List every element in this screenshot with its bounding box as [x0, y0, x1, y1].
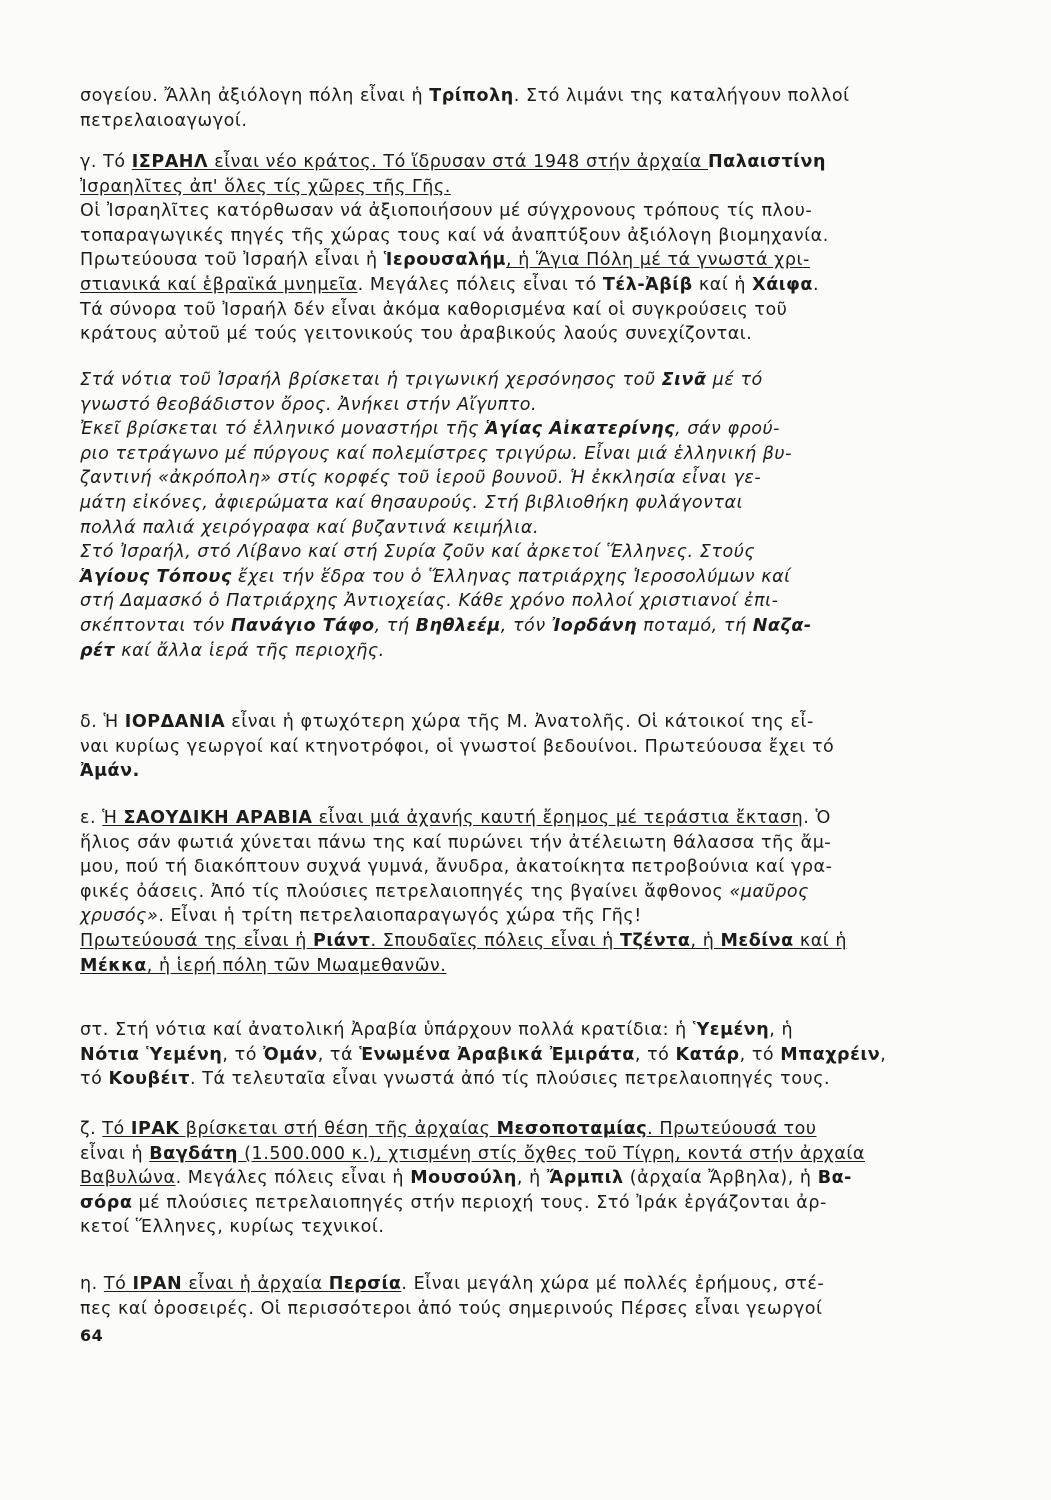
text-line: δ. Ἡ ΙΟΡΔΑΝΙΑ εἶναι ἡ φτωχότερη χώρα τῆς Μ. Ἀνατολῆς. Οἱ κάτοικοί της εἶ-: [80, 712, 814, 732]
text-line: πετρελαιοαγωγοί.: [80, 110, 248, 131]
text-line: χρυσός». Εἶναι ἡ τρίτη πετρελαιοπαραγωγός χώρα τῆς Γῆς!: [80, 906, 642, 927]
section-sinai: [80, 368, 925, 663]
text-line: Βαβυλώνα. Μεγάλες πόλεις εἶναι ἡ Μουσούλη, ἡ Ἄρμπιλ (ἀρχαία Ἄρβηλα), ἡ Βα-: [80, 1168, 852, 1189]
text-line: ζ. Τό ΙΡΑΚ βρίσκεται στή θέση τῆς ἀρχαίας Μεσοποταμίας. Πρωτεύουσά του: [80, 1119, 817, 1139]
text-line: Πρωτεύουσα τοῦ Ἰσραήλ εἶναι ἡ Ἱερουσαλήμ, ἡ Ἅγια Πόλη μέ τά γνωστά χρι-: [80, 250, 810, 271]
text-line: ναι κυρίως γεωργοί καί κτηνοτρόφοι, οἱ γνωστοί βεδουίνοι. Πρωτεύουσα ἔχει τό: [80, 736, 835, 757]
text-line: Τά σύνορα τοῦ Ἰσραήλ δέν εἶναι ἀκόμα καθορισμένα καί οἱ συγκρούσεις τοῦ: [80, 299, 788, 320]
paragraph-continuation: [80, 84, 925, 133]
text-line: ἥλιος σάν φωτιά χύνεται πάνω της καί πυρώνει τήν ἀτέλειωτη θάλασσα τῆς ἄμ-: [80, 832, 832, 853]
text-line: πολλά παλιά χειρόγραφα καί βυζαντινά κειμήλια.: [80, 517, 540, 538]
text-line: φικές ὀάσεις. Ἀπό τίς πλούσιες πετρελαιοπηγές της βγαίνει ἄφθονος «μαῦρος: [80, 881, 809, 902]
text-line: σκέπτονται τόν Πανάγιο Τάφο, τή Βηθλεέμ, τόν Ἰορδάνη ποταμό, τή Ναζα-: [80, 615, 812, 636]
text-line: στή Δαμασκό ὁ Πατριάρχης Ἀντιοχείας. Κάθε χρόνο πολλοί χριστιανοί ἐπι-: [80, 591, 779, 612]
section-jordan: [80, 710, 925, 784]
section-iraq: [80, 1117, 925, 1240]
text-line: Πρωτεύουσά της εἶναι ἡ Ριάντ. Σπουδαῖες πόλεις εἶναι ἡ Τζέντα, ἡ Μεδίνα καί ἡ: [80, 930, 848, 951]
text-line: μάτη εἰκόνες, ἀφιερώματα καί θησαυρούς. Στή βιβλιοθήκη φυλάγονται: [80, 492, 744, 513]
text-line: πες καί ὀροσειρές. Οἱ περισσότεροι ἀπό τούς σημερινούς Πέρσες εἶναι γεωργοί: [80, 1298, 823, 1319]
text-line: η. Τό ΙΡΑΝ εἶναι ἡ ἀρχαία Περσία. Εἶναι μεγάλη χώρα μέ πολλές ἐρήμους, στέ-: [80, 1274, 825, 1294]
text-line: στιανικά καί ἑβραϊκά μνημεῖα. Μεγάλες πόλεις εἶναι τό Τέλ-Ἀβίβ καί ἡ Χάιφα.: [80, 274, 820, 295]
page-number: 64: [80, 1326, 104, 1345]
text-line: ε. Ἡ ΣΑΟΥΔΙΚΗ ΑΡΑΒΙΑ εἶναι μιά ἀχανής καυτή ἔρημος μέ τεράστια ἔκταση. Ὁ: [80, 808, 831, 828]
text-line: κράτους αὐτοῦ μέ τούς γειτονικούς του ἀραβικούς λαούς συνεχίζονται.: [80, 324, 753, 345]
text-line: Νότια Ὑεμένη, τό Ὀμάν, τά Ἑνωμένα Ἀραβικά Ἐμιράτα, τό Κατάρ, τό Μπαχρέιν,: [80, 1044, 887, 1065]
text-line: στ. Στή νότια καί ἀνατολική Ἀραβία ὑπάρχουν πολλά κρατίδια: ἡ Ὑεμένη, ἡ: [80, 1020, 794, 1040]
section-saudi-arabia: [80, 806, 925, 978]
text-line: Στά νότια τοῦ Ἰσραήλ βρίσκεται ἡ τριγωνική χερσόνησος τοῦ Σινᾶ μέ τό: [80, 370, 763, 390]
text-line: Ἐκεῖ βρίσκεται τό ἑλληνικό μοναστήρι τῆς Ἁγίας Αἰκατερίνης, σάν φρού-: [80, 419, 781, 440]
text-line: μου, πού τή διακόπτουν συχνά γυμνά, ἄνυδρα, ἀκατοίκητα πετροβούνια καί γρα-: [80, 857, 833, 878]
text-line: εἶναι ἡ Βαγδάτη (1.500.000 κ.), χτισμένη στίς ὄχθες τοῦ Τίγρη, κοντά στήν ἀρχαία: [80, 1143, 865, 1164]
section-israel: [80, 150, 925, 347]
text-line: ζαντινή «ἀκρόπολη» στίς κορφές τοῦ ἱεροῦ βουνοῦ. Ἡ ἐκκλησία εἶναι γε-: [80, 468, 762, 489]
text-line: Ἁγίους Τόπους ἔχει τήν ἕδρα του ὁ Ἕλληνας πατριάρχης Ἱεροσολύμων καί: [80, 566, 791, 587]
text-line: Ἰσραηλῖτες ἀπ' ὅλες τίς χῶρες τῆς Γῆς.: [80, 176, 451, 197]
text-line: Ἀμάν.: [80, 761, 140, 782]
text-line: σόρα μέ πλούσιες πετρελαιοπηγές στήν περιοχή τους. Στό Ἰράκ ἐργάζονται ἀρ-: [80, 1192, 827, 1213]
text-line: σογείου. Ἄλλη ἀξιόλογη πόλη εἶναι ἡ Τρίπολη. Στό λιμάνι της καταλήγουν πολλοί: [80, 86, 850, 106]
section-iran: [80, 1272, 925, 1321]
text-line: Οἱ Ἰσραηλῖτες κατόρθωσαν νά ἀξιοποιήσουν μέ σύγχρονους τρόπους τίς πλου-: [80, 201, 813, 222]
text-line: τοπαραγωγικές πηγές τῆς χώρας τους καί νά ἀναπτύξουν ἀξιόλογη βιομηχανία.: [80, 225, 829, 246]
text-line: Στό Ἰσραήλ, στό Λίβανο καί στή Συρία ζοῦν καί ἀρκετοί Ἕλληνες. Στούς: [80, 542, 756, 563]
text-line: γ. Τό ΙΣΡΑΗΛ εἶναι νέο κράτος. Τό ἵδρυσαν στά 1948 στήν ἀρχαία Παλαιστίνη: [80, 152, 827, 172]
text-line: κετοί Ἕλληνες, κυρίως τεχνικοί.: [80, 1217, 385, 1238]
text-line: ρέτ καί ἄλλα ἱερά τῆς περιοχῆς.: [80, 640, 385, 661]
text-line: γνωστό θεοβάδιστον ὄρος. Ἀνήκει στήν Αἴγυπτο.: [80, 394, 538, 415]
text-line: τό Κουβέιτ. Τά τελευταῖα εἶναι γνωστά ἀπό τίς πλούσιες πετρελαιοπηγές τους.: [80, 1069, 831, 1090]
text-line: ριο τετράγωνο μέ πύργους καί πολεμίστρες τριγύρω. Εἶναι μιά ἑλληνική βυ-: [80, 443, 792, 464]
section-gulf-states: [80, 1018, 925, 1092]
text-line: Μέκκα, ἡ ἱερή πόλη τῶν Μωαμεθανῶν.: [80, 955, 447, 976]
